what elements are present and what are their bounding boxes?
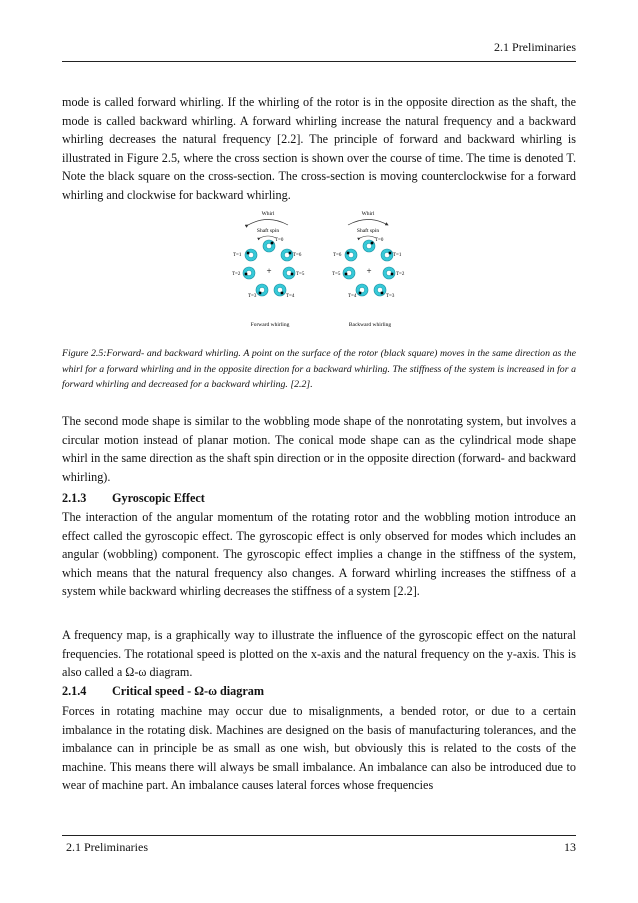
forward-time-label-t0: T=0 bbox=[275, 238, 284, 243]
forward-time-label-t1: T=1 bbox=[233, 253, 242, 258]
section-heading-gyroscopic bbox=[62, 491, 205, 506]
paragraph-gyroscopic: The interaction of the angular momentum of the rotating rotor and the wobbling motion introduce an effect called the gyroscopic effect. The gyroscopic effect is only observed for modes which includes an angular (wobbling) component. The gyroscopic effect implies a change in the stiffness of the system, which means that the natural frequency also changes. A forward whirling increases the stiffness of a system while backward whirling decreases the stiffness of a system [2.2]. bbox=[62, 510, 576, 599]
section-title: Gyroscopic Effect bbox=[112, 491, 205, 505]
running-footer: 2.1 Preliminaries bbox=[66, 840, 148, 854]
backward-whirl-arrow bbox=[348, 220, 388, 226]
forward-whirl-label: Whirl bbox=[261, 211, 275, 217]
backward-time-label-t6: T=6 bbox=[333, 253, 342, 258]
forward-marker-square-t5 bbox=[291, 273, 294, 276]
forward-center-cross: + bbox=[266, 266, 272, 276]
backward-marker-square-t2 bbox=[391, 273, 394, 276]
backward-whirl-label: Whirl bbox=[361, 211, 375, 217]
backward-time-label-t0: T=0 bbox=[375, 238, 384, 243]
backward-marker-square-t5 bbox=[345, 273, 348, 276]
paragraph-whirling: mode is called forward whirling. If the whirling of the rotor is in the opposite direction as the shaft, the mode is called backward whirling. A forward whirling increase the natural frequency and a backward whirling decreases the natural frequency [2.2]. The principle of forward and backward whirling is illustrated in Figure 2.5, where the cross section is shown over the course of time. The time is denoted T. Note the black square on the cross-section. The cross-section is moving counterclockwise for a forward whirling and clockwise for backward whirling. bbox=[62, 95, 576, 202]
backward-time-label-t5: T=5 bbox=[332, 272, 341, 277]
backward-marker-square-t6 bbox=[347, 252, 350, 255]
backward-marker-square-t3 bbox=[381, 292, 384, 295]
page-number: 13 bbox=[564, 840, 576, 854]
backward-time-label-t3: T=3 bbox=[386, 294, 395, 299]
footer-rule bbox=[62, 835, 576, 836]
backward-spin-label: Shaft spin bbox=[356, 228, 380, 234]
backward-spin-arrow bbox=[360, 236, 376, 238]
forward-time-label-t6: T=6 bbox=[293, 253, 302, 258]
forward-whirl-arrow bbox=[248, 220, 288, 226]
forward-marker-square-t6 bbox=[289, 252, 292, 255]
rotor-cross-sections bbox=[232, 238, 405, 299]
section-heading-critical-speed bbox=[62, 684, 264, 699]
figure-caption: Figure 2.5:Forward- and backward whirling. A point on the surface of the rotor (black square) moves in the same direction as the whirl for a forward whirling and in the opposite direction for a backward whirling. The stiffness of the system is increased in for a forward whirling and decreased for a backward whirling. [2.2]. bbox=[62, 348, 576, 391]
forward-marker-square-t2 bbox=[245, 273, 248, 276]
running-header: 2.1 Preliminaries bbox=[494, 40, 576, 54]
forward-time-label-t2: T=2 bbox=[232, 272, 241, 277]
forward-caption-label: Forward whirling bbox=[250, 322, 290, 328]
forward-marker-square-t0 bbox=[271, 242, 274, 245]
backward-marker-square-t0 bbox=[371, 242, 374, 245]
forward-marker-square-t3 bbox=[259, 292, 262, 295]
forward-marker-square-t1 bbox=[247, 252, 250, 255]
section-title: Critical speed - Ω-ω diagram bbox=[112, 684, 265, 698]
backward-time-label-t1: T=1 bbox=[393, 253, 402, 258]
forward-time-label-t3: T=3 bbox=[248, 294, 257, 299]
backward-marker-square-t4 bbox=[359, 292, 362, 295]
backward-time-label-t2: T=2 bbox=[396, 272, 405, 277]
whirling-figure bbox=[218, 208, 418, 338]
backward-time-label-t4: T=4 bbox=[348, 294, 357, 299]
forward-spin-label: Shaft spin bbox=[256, 228, 280, 234]
forward-spin-arrow bbox=[260, 236, 276, 238]
paragraph-mode-shape: The second mode shape is similar to the wobbling mode shape of the nonrotating system, but involves a circular motion instead of planar motion. The conical mode shape can as the cylindrical mode shape whirl in the same direction as the shaft spin direction or in the opposite direction (forward- and backward whirling). bbox=[62, 414, 576, 484]
backward-caption-label: Backward whirling bbox=[348, 322, 392, 328]
forward-marker-square-t4 bbox=[281, 292, 284, 295]
backward-center-cross: + bbox=[366, 266, 372, 276]
paragraph-frequency-map: A frequency map, is a graphically way to illustrate the influence of the gyroscopic effect on the natural frequencies. The rotational speed is plotted on the x-axis and the natural frequency on the y-axis. This is also called a Ω-ω diagram. bbox=[62, 628, 576, 680]
section-number: 2.1.3 bbox=[62, 491, 87, 505]
forward-time-label-t5: T=5 bbox=[296, 272, 305, 277]
forward-time-label-t4: T=4 bbox=[286, 294, 295, 299]
paragraph-imbalance: Forces in rotating machine may occur due to misalignments, a bended rotor, or due to a certain imbalance in the rotating disk. Machines are designed on the basis of manufacturing tolerances, and the imbalance can in principle be as small as one wish, but obviously this is related to the costs of the machine. This means there will always be small imbalance. An imbalance can also be introduced due to wear of machine part. An imbalance causes lateral forces whose frequencies bbox=[62, 704, 576, 793]
header-rule bbox=[62, 61, 576, 62]
backward-marker-square-t1 bbox=[389, 252, 392, 255]
section-number: 2.1.4 bbox=[62, 684, 87, 698]
